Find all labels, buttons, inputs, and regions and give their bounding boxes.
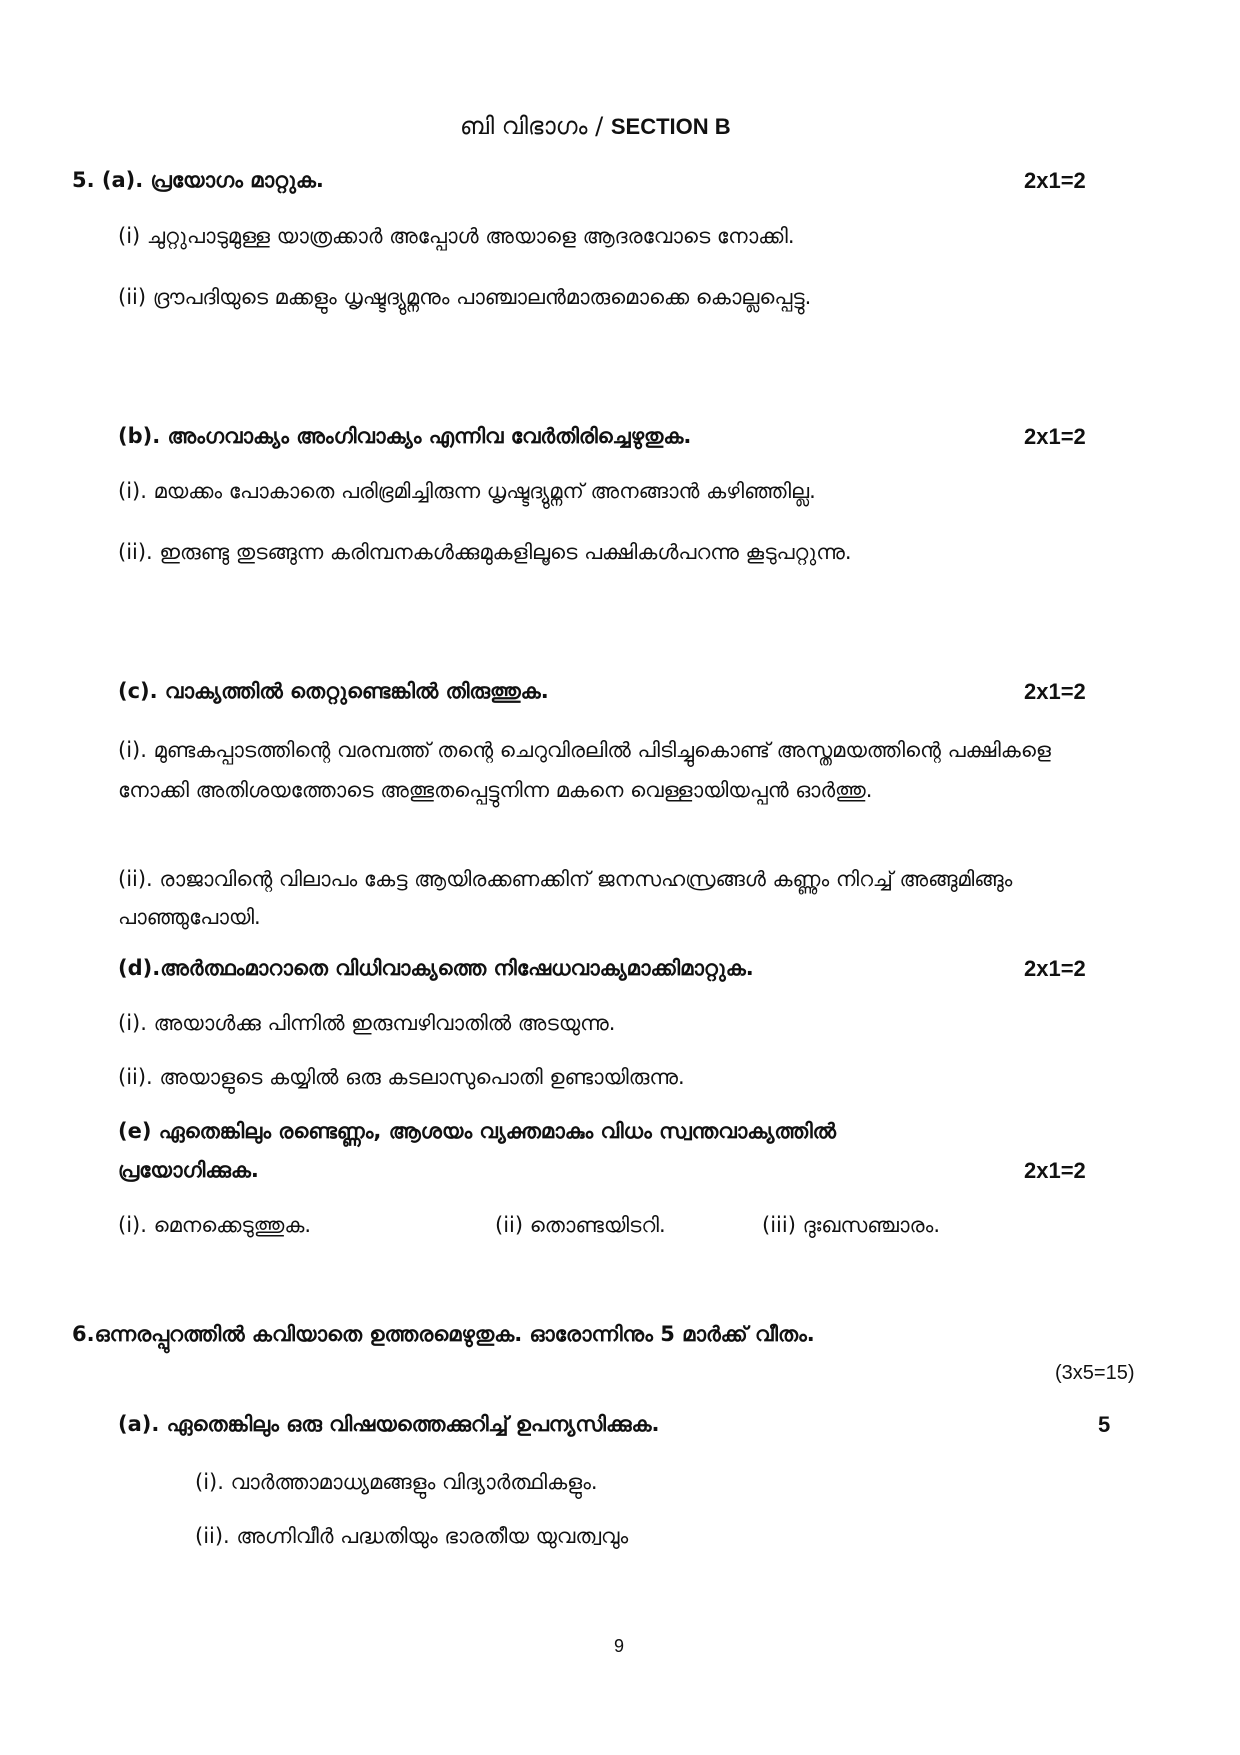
q5e-item-2: (ii) തൊണ്ടയിടറി. [495,1213,666,1237]
q5c-marks: 2x1=2 [1024,679,1086,704]
q5e-marks: 2x1=2 [1024,1158,1086,1183]
q6-marks: (3x5=15) [1055,1362,1135,1384]
q5a-marks: 2x1=2 [1024,168,1086,193]
q5d-label: (d).അർത്ഥംമാറാതെ വിധിവാക്യത്തെ നിഷേധവാക്യമാക്കിമാറ്റുക. [118,956,754,980]
q6a-item-1: (i). വാർത്താമാധ്യമങ്ങളും വിദ്യാർത്ഥികളും. [195,1470,598,1494]
q5b-item-2: (ii). ഇരുണ്ടു തുടങ്ങുന്ന കരിമ്പനകൾക്കുമുകളിലൂടെ പക്ഷികൾപറന്നു കൂടുപറ്റുന്നു. [118,540,852,564]
q5e-item-3: (iii) ദുഃഖസഞ്ചാരം. [762,1213,941,1237]
q5d-item-2: (ii). അയാളുടെ കയ്യിൽ ഒരു കടലാസുപൊതി ഉണ്ടായിരുന്നു. [118,1065,685,1089]
q5c-item-1: (i). മുണ്ടകപ്പാടത്തിന്റെ വരമ്പത്ത് തന്റെ ചെറുവിരലിൽ പിടിച്ചുകൊണ്ട് അസ്തമയത്തിന്റെ പക്ഷികളെ നോക്കി അതിശയത്തോടെ അത്ഭുതപ്പെട്ടുനിന്ന മകനെ വെള്ളായിയപ്പൻ ഓർത്തു. [118,738,1051,802]
q5b-label: (b). അംഗവാക്യം അംഗിവാക്യം എന്നിവ വേർതിരിച്ചെഴുതുക. [118,424,692,448]
q6a-item-2: (ii). അഗ്നിവീർ പദ്ധതിയും ഭാരതീയ യുവത്വവും [195,1524,629,1548]
q6-label: 6.ഒന്നരപ്പുറത്തിൽ കവിയാതെ ഉത്തരമെഴുതുക. ഓരോന്നിനും 5 മാർക്ക് വീതം. [72,1322,815,1346]
section-heading-ml: ബി വിഭാഗം / [460,112,611,140]
section-heading [460,112,731,140]
q5b-item-1: (i). മയക്കം പോകാതെ പരിഭ്രമിച്ചിരുന്ന ധൃഷ്ടദ്യുമ്നന് അനങ്ങാൻ കഴിഞ്ഞില്ല. [118,479,816,503]
q5a-item-2: (ii) ദ്രൗപദിയുടെ മക്കളും ധൃഷ്ടദ്യുമ്നനും പാഞ്ചാലൻമാരുമൊക്കെ കൊല്ലപ്പെട്ടു. [118,285,812,309]
q5e-label-line2: പ്രയോഗിക്കുക. [118,1158,259,1182]
q5c-label: (c). വാക്യത്തിൽ തെറ്റുണ്ടെങ്കിൽ തിരുത്തുക. [118,679,549,703]
q5d-marks: 2x1=2 [1024,956,1086,981]
q5c-item-2: (ii). രാജാവിന്റെ വിലാപം കേട്ട ആയിരക്കണക്കിന് ജനസഹസ്രങ്ങൾ കണ്ണും നിറച്ച് അങ്ങുമിങ്ങും പാഞ്ഞുപോയി. [118,867,1013,929]
q5a-item-1: (i) ചുറ്റുപാടുമുള്ള യാത്രക്കാർ അപ്പോൾ അയാളെ ആദരവോടെ നോക്കി. [118,224,795,248]
q5a-label: 5. (a). പ്രയോഗം മാറ്റുക. [72,168,324,192]
section-heading-en: SECTION B [610,114,731,139]
q5e-item-1: (i). മെനക്കെടുത്തുക. [118,1213,312,1237]
q5d-item-1: (i). അയാൾക്കു പിന്നിൽ ഇരുമ്പഴിവാതിൽ അടയുന്നു. [118,1011,616,1035]
page-number: 9 [614,1636,625,1656]
q5b-marks: 2x1=2 [1024,424,1086,449]
q6a-marks: 5 [1098,1412,1111,1437]
q5e-label-line1: (e) ഏതെങ്കിലും രണ്ടെണ്ണം, ആശയം വ്യക്തമാകും വിധം സ്വന്തവാക്യത്തിൽ [118,1119,837,1143]
q6a-label: (a). ഏതെങ്കിലും ഒരു വിഷയത്തെക്കുറിച്ച് ഉപന്യസിക്കുക. [118,1412,660,1436]
